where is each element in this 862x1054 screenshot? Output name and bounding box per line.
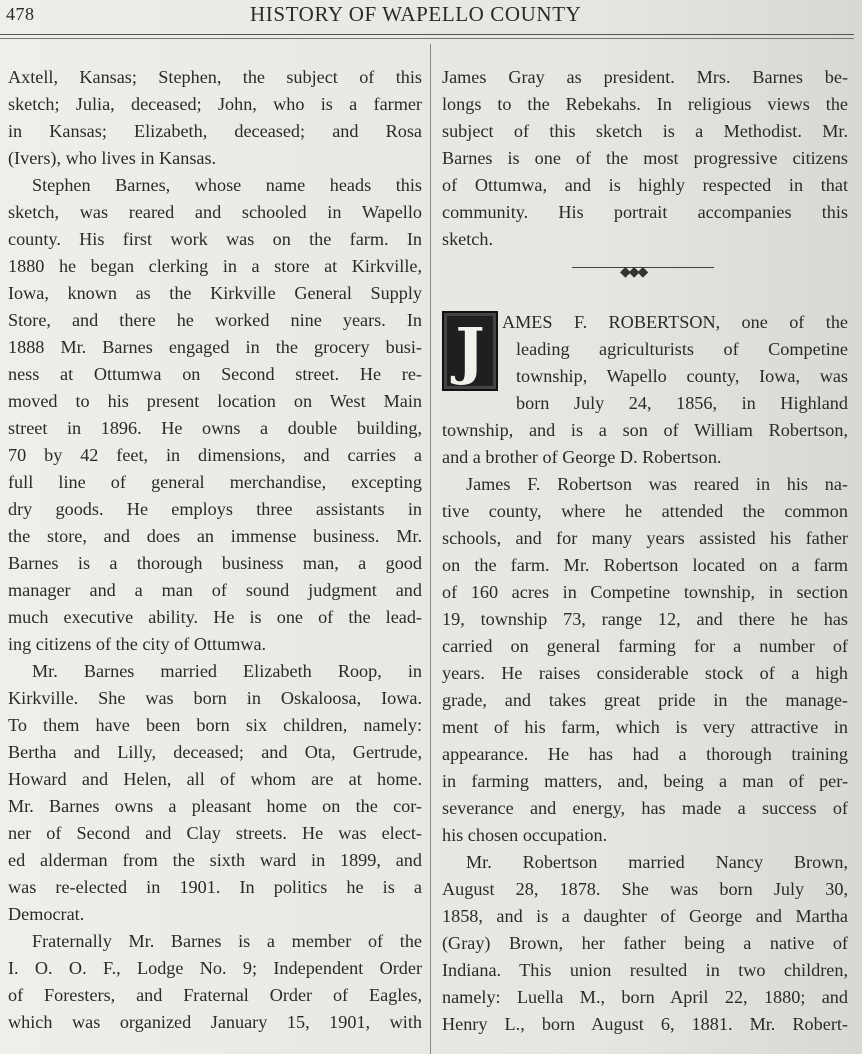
text-line: the store, and does an immense business. Mr.: [8, 526, 422, 546]
section-ornament: [442, 257, 848, 279]
text-line: 1888 Mr. Barnes engaged in the grocery busi-: [8, 337, 422, 357]
text-line: Democrat.: [8, 904, 85, 924]
text-line: ness at Ottumwa on Second street. He re-: [8, 364, 422, 384]
left-column: [8, 64, 422, 1036]
text-line: 70 by 42 feet, in dimensions, and carries a: [8, 445, 422, 465]
text-line: subject of this sketch is a Methodist. Mr.: [442, 121, 848, 141]
text-line: Kirkville. She was born in Oskaloosa, Iowa.: [8, 688, 422, 708]
text-line: James Gray as president. Mrs. Barnes be-: [442, 67, 848, 87]
text-line: 1858, and is a daughter of George and Martha: [442, 906, 848, 926]
text-line: carried on general farming for a number of: [442, 636, 848, 656]
text-line: township, and is a son of William Robertson,: [442, 420, 848, 440]
text-line: was re-elected in 1901. In politics he is a: [8, 877, 422, 897]
text-line: severance and energy, has made a success of: [442, 798, 848, 818]
text-line: in Kansas; Elizabeth, deceased; and Rosa: [8, 121, 422, 141]
text-line: of Foresters, and Fraternal Order of Eagles,: [8, 985, 422, 1005]
text-line: namely: Luella M., born April 22, 1880; and: [442, 987, 848, 1007]
text-line: on the farm. Mr. Robertson located on a farm: [442, 555, 848, 575]
text-line: Henry L., born August 6, 1881. Mr. Robert-: [442, 1014, 848, 1034]
text-line: tive county, where he attended the common: [442, 501, 848, 521]
text-line: street in 1896. He owns a double building,: [8, 418, 422, 438]
text-line: To them have been born six children, namely:: [8, 715, 422, 735]
text-line: August 28, 1878. She was born July 30,: [442, 879, 848, 899]
text-line: Bertha and Lilly, deceased; and Ota, Gertrude,: [8, 742, 422, 762]
text-line: Indiana. This union resulted in two children,: [442, 960, 848, 980]
text-line: his chosen occupation.: [442, 825, 608, 845]
right-column: [442, 64, 848, 1038]
page-header: [0, 0, 862, 36]
text-line: Fraternally Mr. Barnes is a member of the: [32, 931, 422, 951]
text-line: ed alderman from the sixth ward in 1899, and: [8, 850, 422, 870]
text-line: years. He raises considerable stock of a high: [442, 663, 848, 683]
text-line: sketch; Julia, deceased; John, who is a farmer: [8, 94, 422, 114]
text-line: born July 24, 1856, in Highland: [516, 393, 848, 413]
text-line: full line of general merchandise, excepting: [8, 472, 422, 492]
text-line: 19, township 73, range 12, and there he has: [442, 609, 848, 629]
text-line: ing citizens of the city of Ottumwa.: [8, 634, 267, 654]
text-line: sketch, was reared and schooled in Wapello: [8, 202, 422, 222]
text-line: I. O. O. F., Lodge No. 9; Independent Order: [8, 958, 422, 978]
text-line: 1880 he began clerking in a store at Kirkville,: [8, 256, 422, 276]
text-line: dry goods. He employs three assistants in: [8, 499, 422, 519]
text-line: Mr. Barnes owns a pleasant home on the cor-: [8, 796, 422, 816]
text-line: of Ottumwa, and is highly respected in that: [442, 175, 848, 195]
text-line: Mr. Robertson married Nancy Brown,: [466, 852, 848, 872]
text-line: Axtell, Kansas; Stephen, the subject of this: [8, 67, 422, 87]
text-line: (Ivers), who lives in Kansas.: [8, 148, 217, 168]
text-line: Mr. Barnes married Elizabeth Roop, in: [32, 661, 422, 681]
text-line: manager and a man of sound judgment and: [8, 580, 422, 600]
text-line: Stephen Barnes, whose name heads this: [32, 175, 422, 195]
text-line: ment of his farm, which is very attractive in: [442, 717, 848, 737]
page-number: 478: [6, 4, 35, 24]
text-line: and a brother of George D. Robertson.: [442, 447, 722, 467]
text-line: township, Wapello county, Iowa, was: [516, 366, 848, 386]
header-rule: [0, 34, 854, 35]
text-line: in farming matters, and, being a man of per-: [442, 771, 848, 791]
text-line: AMES F. ROBERTSON, one of the: [502, 312, 848, 332]
text-line: much executive ability. He is one of the lead-: [8, 607, 422, 627]
header-rule-secondary: [0, 38, 854, 39]
text-line: longs to the Rebekahs. In religious views the: [442, 94, 848, 114]
text-line: (Gray) Brown, her father being a native of: [442, 933, 848, 953]
text-line: Howard and Helen, all of whom are at home.: [8, 769, 422, 789]
text-line: county. His first work was on the farm. In: [8, 229, 422, 249]
column-divider: [430, 44, 431, 1054]
text-line: sketch.: [442, 229, 494, 249]
dropcap-initial: J: [442, 311, 498, 391]
text-line: appearance. He has had a thorough training: [442, 744, 848, 764]
text-line: schools, and for many years assisted his father: [442, 528, 848, 548]
text-line: which was organized January 15, 1901, with: [8, 1012, 422, 1032]
text-line: ner of Second and Clay streets. He was elect-: [8, 823, 422, 843]
dropcap-paragraph: [442, 309, 848, 417]
text-line: of 160 acres in Competine township, in section: [442, 582, 848, 602]
text-line: Barnes is one of the most progressive citizens: [442, 148, 848, 168]
ornament-diamond-icon: ◆◆◆: [620, 265, 647, 280]
text-line: Barnes is a thorough business man, a good: [8, 553, 422, 573]
text-line: Store, and there he worked nine years. In: [8, 310, 422, 330]
text-line: moved to his present location on West Main: [8, 391, 422, 411]
text-line: Iowa, known as the Kirkville General Supply: [8, 283, 422, 303]
text-line: community. His portrait accompanies this: [442, 202, 848, 222]
running-title: HISTORY OF WAPELLO COUNTY: [250, 2, 582, 26]
text-line: James F. Robertson was reared in his na-: [466, 474, 848, 494]
text-line: leading agriculturists of Competine: [516, 339, 848, 359]
text-line: grade, and takes great pride in the manage-: [442, 690, 848, 710]
